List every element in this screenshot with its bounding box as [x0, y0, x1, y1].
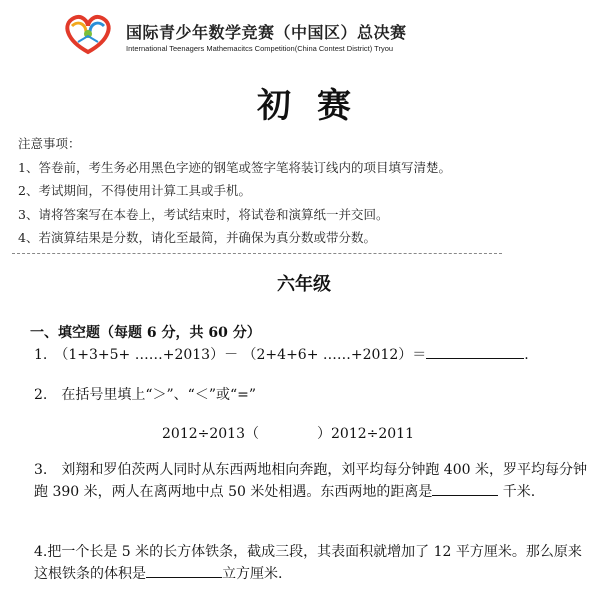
question-text: 4.把一个长是 5 米的长方体铁条，截成三段，其表面积就增加了 12 平方厘米。那么原来这根铁条的体积是	[34, 544, 582, 582]
instructions-heading: 注意事项：	[18, 136, 81, 151]
instruction-item: 3、请将答案写在本卷上，考试结束时，将试卷和演算纸一并交回。	[18, 206, 389, 222]
question-end: 立方厘米.	[222, 566, 283, 582]
question-2	[34, 384, 256, 404]
answer-blank[interactable]	[432, 481, 498, 496]
question-text: 2. 在括号里填上“＞”、“＜”或“=”	[34, 387, 257, 403]
dashed-divider	[12, 253, 502, 254]
expression-right: ）2012÷2011	[317, 426, 414, 442]
instruction-item: 1、答卷前，考生务必用黑色字迹的钢笔或签字笔将装订线内的项目填写清楚。	[18, 159, 451, 175]
organization-name-cn: 国际青少年数学竞赛（中国区）总决赛	[126, 23, 407, 42]
competition-logo	[58, 12, 118, 56]
instruction-item: 4、若演算结果是分数，请化至最简，并确保为真分数或带分数。	[18, 230, 376, 245]
grade-heading: 六年级	[277, 274, 331, 295]
instructions	[18, 132, 451, 250]
question-4	[34, 541, 594, 585]
question-text: 3. 刘翔和罗伯茨两人同时从东西两地相向奔跑，刘平均每分钟跑 400 米，罗平均每分钟跑 390 米，两人在离两地中点 50 米处相遇。东西两地的距离是	[34, 462, 587, 500]
instruction-item: 2、考试期间，不得使用计算工具或手机。	[18, 183, 251, 198]
organization-name-en: International Teenagers Mathemacitcs Competition(China Contest District) Tryou	[126, 44, 394, 53]
question-3	[34, 459, 594, 503]
answer-blank[interactable]	[426, 344, 524, 359]
question-end: 千米.	[498, 484, 536, 500]
question-2-expression	[162, 423, 414, 443]
expression-left: 2012÷2013（	[162, 426, 259, 442]
answer-blank[interactable]	[146, 563, 222, 578]
exam-title: 初赛	[257, 86, 377, 126]
question-end: .	[524, 347, 529, 363]
section-heading: 一、填空题（每题 6 分，共 60 分）	[30, 325, 261, 341]
question-text: 1. （1+3+5+ ……+2013）－ （2+4+6+ ……+2012）＝	[34, 347, 427, 363]
question-1	[34, 344, 529, 364]
